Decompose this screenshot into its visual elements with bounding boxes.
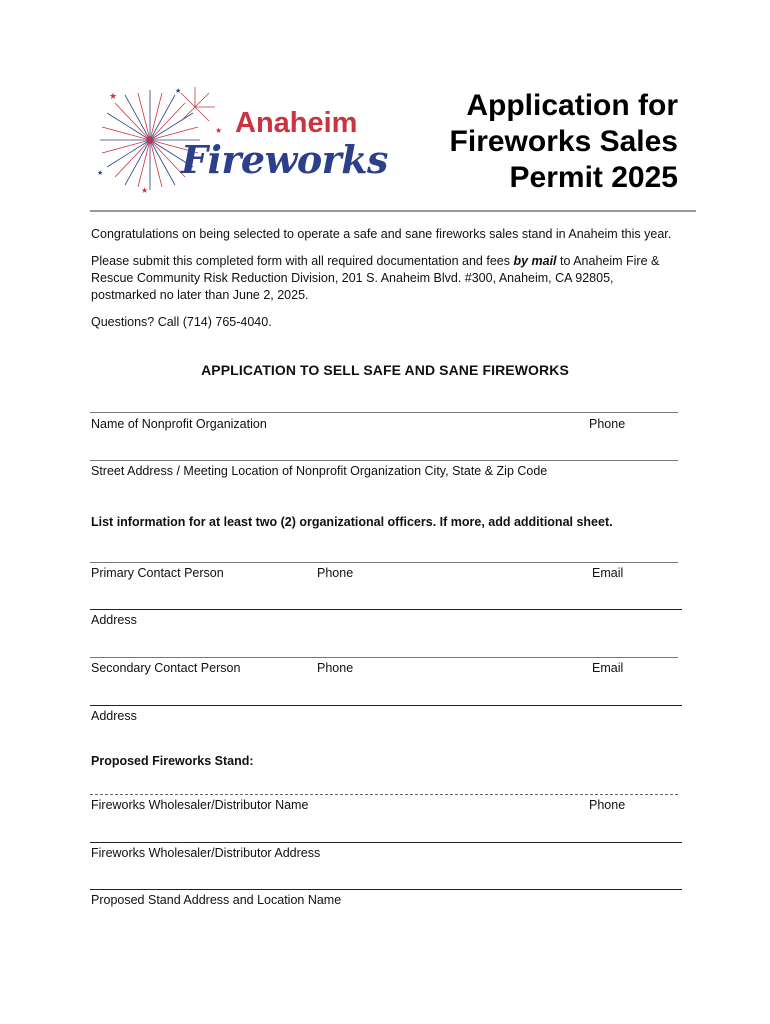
page-title (378, 88, 678, 196)
submit-by-mail: by mail (513, 254, 557, 268)
header-divider (90, 210, 696, 212)
congrats-paragraph: Congratulations on being selected to operate a safe and sane fireworks sales stand in Anaheim this year. (91, 227, 672, 241)
anaheim-fireworks-logo (95, 85, 415, 195)
intro-text (91, 226, 691, 341)
primary-address-label: Address (91, 613, 137, 627)
svg-text:★: ★ (109, 91, 118, 101)
submit-text-line2: Rescue Community Risk Reduction Division, 201 S. Anaheim Blvd. #300, Anaheim, CA 92805, (91, 271, 614, 285)
secondary-email-label: Email (592, 661, 624, 675)
primary-contact-field-line[interactable] (90, 562, 678, 563)
primary-address-field-line[interactable] (90, 609, 682, 610)
wholesaler-name-field-line[interactable] (90, 794, 678, 795)
org-name-label: Name of Nonprofit Organization (91, 417, 267, 431)
org-name-field-line[interactable] (90, 412, 678, 413)
submit-text-line3: postmarked no later than June 2, 2025. (91, 288, 309, 302)
logo-script-text: Fireworks (181, 137, 388, 182)
title-line-1: Application for (466, 89, 678, 122)
stand-heading: Proposed Fireworks Stand: (91, 754, 254, 768)
title-line-2: Fireworks Sales (449, 125, 678, 158)
wholesaler-address-label: Fireworks Wholesaler/Distributor Address (91, 846, 321, 860)
secondary-phone-label: Phone (317, 661, 354, 675)
form-heading: APPLICATION TO SELL SAFE AND SANE FIREWORKS (201, 362, 569, 378)
wholesaler-name-label: Fireworks Wholesaler/Distributor Name (91, 798, 309, 812)
street-address-label: Street Address / Meeting Location of Nonprofit Organization City, State & Zip Code (91, 464, 548, 478)
svg-text:★: ★ (141, 186, 149, 195)
secondary-contact-label: Secondary Contact Person (91, 661, 241, 675)
logo-city-text: Anaheim (235, 107, 358, 139)
submit-paragraph (91, 253, 691, 304)
primary-contact-label: Primary Contact Person (91, 566, 224, 580)
wholesaler-address-field-line[interactable] (90, 842, 682, 843)
stand-address-label: Proposed Stand Address and Location Name (91, 893, 342, 907)
officers-note: List information for at least two (2) organizational officers. If more, add additional sheet. (91, 515, 613, 529)
title-line-3: Permit 2025 (509, 161, 678, 194)
org-phone-label: Phone (589, 417, 626, 431)
questions-paragraph: Questions? Call (714) 765-4040. (91, 315, 272, 329)
wholesaler-phone-label: Phone (589, 798, 626, 812)
svg-text:★: ★ (215, 126, 223, 135)
svg-text:★: ★ (97, 170, 104, 177)
svg-text:★: ★ (175, 88, 182, 95)
primary-phone-label: Phone (317, 566, 354, 580)
submit-text-before: Please submit this completed form with all required documentation and fees (91, 254, 514, 268)
submit-text-after: to Anaheim Fire & (556, 254, 660, 268)
primary-email-label: Email (592, 566, 624, 580)
secondary-address-label: Address (91, 709, 137, 723)
stand-address-field-line[interactable] (90, 889, 682, 890)
secondary-contact-field-line[interactable] (90, 657, 678, 658)
secondary-address-field-line[interactable] (90, 705, 682, 706)
street-address-field-line[interactable] (90, 460, 678, 461)
